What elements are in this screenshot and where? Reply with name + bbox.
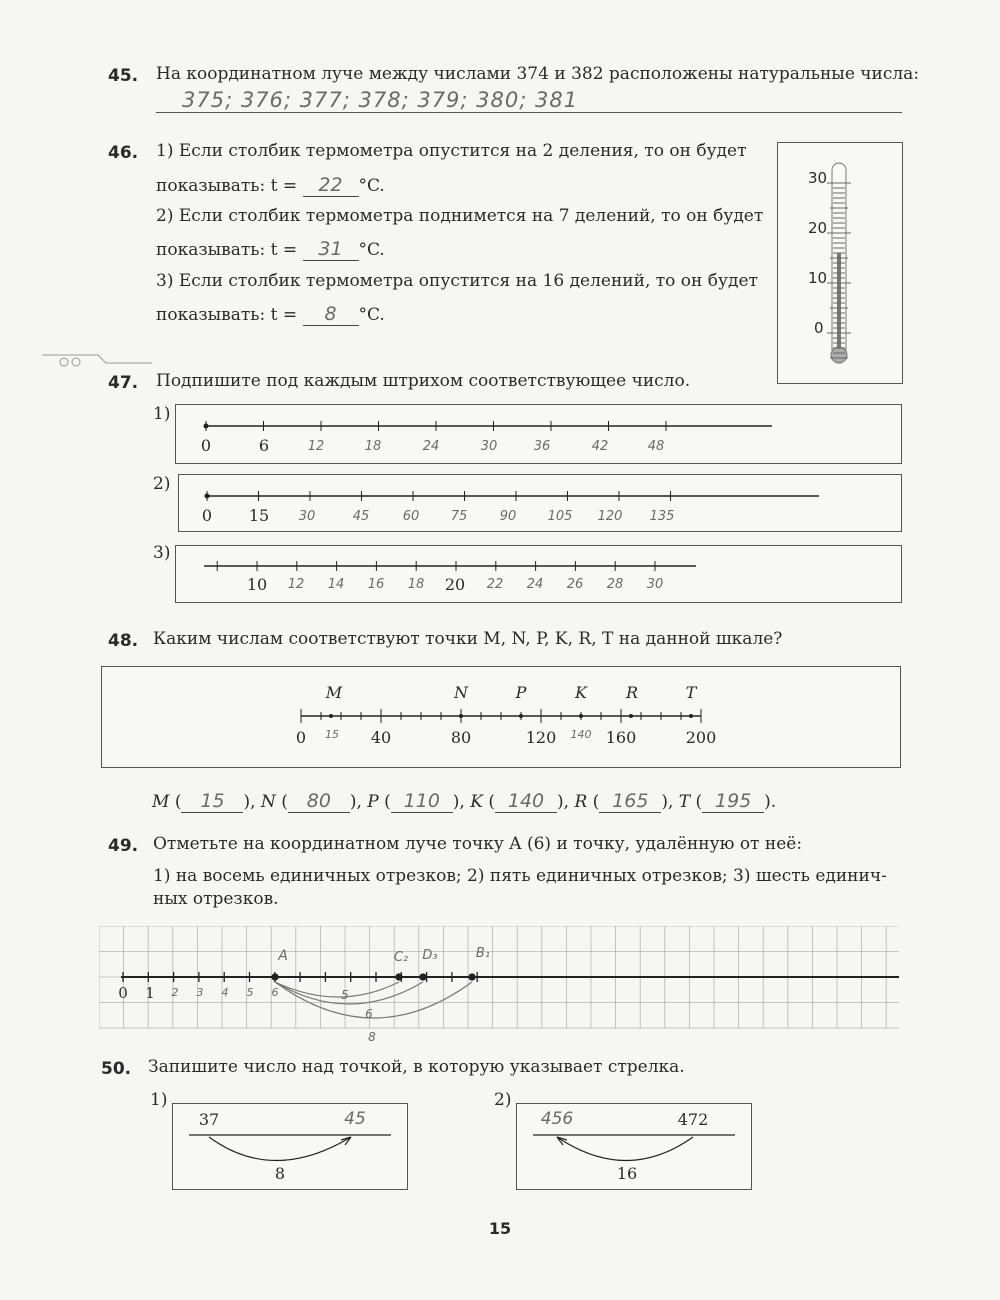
ex46-item2-answer-field bbox=[303, 238, 359, 261]
ex48-ans-P-name: P bbox=[367, 792, 379, 812]
ex50-part2-start: 472 bbox=[677, 1110, 709, 1129]
ex49-axis-0: 0 bbox=[118, 984, 128, 1002]
ex46-item1-unit: °C. bbox=[358, 176, 385, 196]
ex48-note-140: 140 bbox=[570, 728, 592, 741]
ex46-item3-answer-field bbox=[303, 303, 359, 326]
ex48-scale-200: 200 bbox=[685, 728, 717, 747]
ex47-line1-box bbox=[175, 404, 902, 464]
ex47-line3-hw-4: 22 bbox=[486, 577, 504, 592]
ex49-axis-5: 5 bbox=[246, 986, 254, 999]
ex47-line2-printed-0: 0 bbox=[201, 506, 213, 525]
ex50-part1-box bbox=[172, 1103, 408, 1190]
ex48-ans-N: 80 bbox=[306, 790, 331, 812]
ex48-ans-R: 165 bbox=[612, 790, 649, 812]
ex48-ans-M-name: M bbox=[152, 792, 170, 812]
ex48-ans-M-field bbox=[181, 790, 243, 813]
ex49-axis-2: 2 bbox=[171, 986, 179, 999]
thermometer-drawing bbox=[778, 143, 902, 383]
ex49-arc-8: 8 bbox=[368, 1030, 376, 1044]
ex48-point-T: T bbox=[685, 683, 697, 702]
ex48-text: Каким числам соответствуют точки M, N, P, K, R, T на данной шкале? bbox=[153, 629, 783, 649]
ex49-axis-3: 3 bbox=[196, 986, 204, 999]
ex45-number: 45. bbox=[108, 66, 139, 86]
ex49-axis-1: 1 bbox=[145, 984, 155, 1002]
ex46-item2-line: 2) Если столбик термометра поднимется на 7 делений, то он будет bbox=[156, 206, 764, 226]
ex46-item2-unit: °C. bbox=[358, 240, 385, 260]
ex48-scale-0: 0 bbox=[295, 728, 307, 747]
ex48-point-dot bbox=[519, 714, 523, 718]
ex50-part1-start: 37 bbox=[198, 1110, 220, 1129]
ex47-line3-box bbox=[175, 545, 902, 603]
ex49-point-C2: C₂ bbox=[393, 950, 409, 965]
ex49-point-A: A bbox=[278, 948, 288, 964]
ex47-line3-hw-8: 30 bbox=[646, 577, 664, 592]
ex46-number: 46. bbox=[108, 143, 139, 163]
ex47-line2-ray bbox=[179, 475, 901, 531]
ex48-point-dot bbox=[459, 714, 463, 718]
ex48-ans-R-name: R bbox=[574, 792, 588, 812]
ex47-line1-hw-4: 36 bbox=[533, 439, 551, 454]
ex47-line3-ray bbox=[176, 546, 901, 602]
ex47-line1-ray bbox=[176, 405, 901, 463]
ex46-item3-unit: °C. bbox=[358, 305, 385, 325]
ex48-point-N: N bbox=[454, 683, 468, 702]
ex47-line3-printed-0: 10 bbox=[246, 575, 268, 594]
ex49-point-dot bbox=[396, 974, 402, 980]
ex47-line2-hw-6: 120 bbox=[597, 509, 623, 524]
ex48-ans-K-name: K bbox=[470, 792, 483, 812]
ex48-ans-M: 15 bbox=[200, 790, 225, 812]
ex49-point-B1: B₁ bbox=[475, 946, 491, 961]
ex49-point-dot bbox=[272, 974, 278, 980]
ex49-arc-5: 5 bbox=[341, 988, 349, 1002]
ex48-scale-120: 120 bbox=[525, 728, 557, 747]
ex49-number: 49. bbox=[108, 836, 139, 856]
ex47-line3-hw-6: 26 bbox=[566, 577, 584, 592]
ex47-line1-hw-0: 12 bbox=[307, 439, 325, 454]
ex47-line2-box bbox=[178, 474, 902, 532]
ex49-point-D3: D₃ bbox=[422, 948, 438, 963]
ex49-arc-6: 6 bbox=[365, 1007, 373, 1021]
ex49-text: Отметьте на координатном луче точку A (6) и точку, удалённую от неё: bbox=[153, 834, 803, 854]
ex46-item2-prefix: показывать: t = bbox=[156, 240, 298, 260]
ex48-ans-R-field bbox=[599, 790, 661, 813]
ex48-scale-160: 160 bbox=[605, 728, 637, 747]
ex49-point-dot bbox=[420, 974, 426, 980]
ex45-text: На координатном луче между числами 374 и 382 расположены натуральные числа: bbox=[156, 64, 920, 84]
ex47-line3-hw-7: 28 bbox=[606, 577, 624, 592]
ex47-line2-hw-2: 60 bbox=[402, 509, 420, 524]
ex50-part1-answer: 45 bbox=[344, 1109, 366, 1129]
ex47-line3-hw-5: 24 bbox=[526, 577, 544, 592]
ex46-item3-line: 3) Если столбик термометра опустится на 16 делений, то он будет bbox=[156, 271, 758, 291]
ex49-axis-6: 6 bbox=[271, 986, 279, 999]
thermo-label-30: 30 bbox=[808, 169, 828, 187]
ex47-line3-printed-1: 20 bbox=[444, 575, 466, 594]
ex50-number: 50. bbox=[101, 1059, 132, 1079]
ex48-point-P: P bbox=[515, 683, 527, 702]
ex47-line2-hw-7: 135 bbox=[649, 509, 675, 524]
ex45-answer-line bbox=[156, 88, 902, 113]
ex45-answer: 375; 376; 377; 378; 379; 380; 381 bbox=[182, 88, 579, 112]
ex46-item1-answer: 22 bbox=[318, 174, 343, 196]
ex50-text: Запишите число над точкой, в которую указывает стрелка. bbox=[148, 1057, 685, 1077]
ex48-ans-N-name: N bbox=[260, 792, 276, 812]
ex47-line2-hw-0: 30 bbox=[298, 509, 316, 524]
ex46-item3-prefix: показывать: t = bbox=[156, 305, 298, 325]
ex48-scale-box bbox=[101, 666, 901, 768]
margin-marker bbox=[40, 352, 200, 372]
ex48-scale-40: 40 bbox=[370, 728, 392, 747]
ex48-ans-T: 195 bbox=[715, 790, 752, 812]
page-number: 15 bbox=[488, 1219, 512, 1238]
ex48-ans-P: 110 bbox=[403, 790, 440, 812]
ex46-item1-line: 1) Если столбик термометра опустится на 2 деления, то он будет bbox=[156, 141, 747, 161]
ex48-point-dot bbox=[629, 714, 633, 718]
ex46-item3-answer: 8 bbox=[324, 303, 337, 325]
ex48-answers: M ( 15 ), N ( 80 ), P ( 110 ), K ( 140 ), R ( 165 ), T ( 195 ). bbox=[152, 790, 777, 812]
ex48-point-dot bbox=[579, 714, 583, 718]
ex47-line2-printed-1: 15 bbox=[248, 506, 270, 525]
ex47-line3-hw-0: 12 bbox=[287, 577, 305, 592]
ex48-point-dot bbox=[329, 714, 333, 718]
ex50-part2-step: 16 bbox=[616, 1164, 638, 1183]
ex48-number: 48. bbox=[108, 631, 139, 651]
ex46-item3-answer-row bbox=[156, 303, 385, 326]
ex46-item2-answer-row bbox=[156, 238, 385, 261]
ex49-axis-4: 4 bbox=[221, 986, 229, 999]
ex46-item2-answer: 31 bbox=[318, 238, 343, 260]
ex50-part2-label: 2) bbox=[494, 1090, 512, 1110]
ex49-text2a: 1) на восемь единичных отрезков; 2) пять единичных отрезков; 3) шесть единич- bbox=[153, 866, 887, 886]
ex47-line1-hw-2: 24 bbox=[422, 439, 440, 454]
ex48-note-15: 15 bbox=[325, 728, 339, 741]
ex50-part2-box bbox=[516, 1103, 752, 1190]
ex47-line3-hw-2: 16 bbox=[367, 577, 385, 592]
ex47-text: Подпишите под каждым штрихом соответствующее число. bbox=[156, 371, 691, 391]
ex49-text2b: ных отрезков. bbox=[153, 889, 279, 909]
ex48-point-K: K bbox=[575, 683, 587, 702]
ex46-item1-answer-row bbox=[156, 174, 385, 197]
ex48-ans-K-field bbox=[495, 790, 557, 813]
ex47-line2-hw-1: 45 bbox=[352, 509, 370, 524]
ex50-part2-answer: 456 bbox=[540, 1109, 574, 1129]
ex48-point-dot bbox=[689, 714, 693, 718]
ex47-line1-label: 1) bbox=[153, 404, 171, 424]
ex47-line1-hw-3: 30 bbox=[480, 439, 498, 454]
thermo-label-20: 20 bbox=[808, 219, 828, 237]
ex49-point-dot bbox=[469, 974, 475, 980]
thermometer-box bbox=[777, 142, 903, 384]
ex47-number: 47. bbox=[108, 373, 139, 393]
ex48-point-R: R bbox=[625, 683, 639, 702]
ex48-ans-N-field bbox=[288, 790, 350, 813]
ex48-ans-T-field bbox=[702, 790, 764, 813]
ex48-scale bbox=[102, 667, 900, 767]
ex48-ans-P-field bbox=[391, 790, 453, 813]
ex47-line2-hw-5: 105 bbox=[547, 509, 573, 524]
ex46-item1-prefix: показывать: t = bbox=[156, 176, 298, 196]
ex47-line3-label: 3) bbox=[153, 543, 171, 563]
ex47-line2-hw-4: 90 bbox=[499, 509, 517, 524]
ex48-point-M: M bbox=[325, 683, 343, 702]
thermo-label-10: 10 bbox=[808, 269, 828, 287]
ex47-line1-printed-0: 0 bbox=[200, 436, 212, 455]
ex48-ans-T-name: T bbox=[678, 792, 691, 812]
ex50-part1-label: 1) bbox=[150, 1090, 168, 1110]
ex49-grid-drawing bbox=[99, 926, 899, 1046]
ex47-line2-hw-3: 75 bbox=[450, 509, 468, 524]
ex47-line3-hw-3: 18 bbox=[407, 577, 425, 592]
ex47-line3-hw-1: 14 bbox=[327, 577, 345, 592]
ex48-scale-80: 80 bbox=[450, 728, 472, 747]
ex50-part1-step: 8 bbox=[274, 1164, 286, 1183]
thermo-label-0: 0 bbox=[814, 319, 824, 337]
ex47-line2-label: 2) bbox=[153, 474, 171, 494]
ex48-ans-K: 140 bbox=[507, 790, 545, 812]
ex46-item1-answer-field bbox=[303, 174, 359, 197]
ex47-line1-printed-1: 6 bbox=[258, 436, 270, 455]
ex49-grid bbox=[99, 926, 899, 1028]
ex47-line1-hw-6: 48 bbox=[647, 439, 665, 454]
ex47-line1-hw-1: 18 bbox=[364, 439, 382, 454]
ex47-line1-hw-5: 42 bbox=[591, 439, 609, 454]
